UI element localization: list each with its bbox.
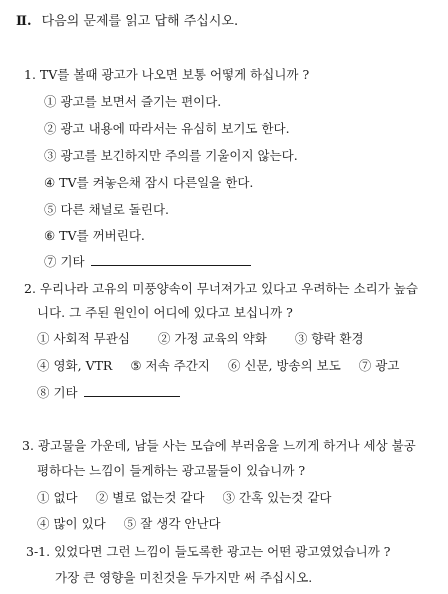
q2-text-line1: 우리나라 고유의 미풍양속이 무너져가고 있다고 우려하는 소리가 높습: [39, 281, 418, 296]
q2-options-row1: [37, 331, 372, 347]
section-instruction: 다음의 문제를 읽고 답해 주십시오.: [41, 14, 239, 29]
q3-option-4[interactable]: ④ 많이 있다: [37, 516, 106, 531]
section-numeral: Ⅱ.: [16, 14, 32, 29]
q2-options-row2: [37, 358, 407, 374]
q3-1-question-line1: [26, 544, 391, 560]
q2-text-line2: 니다. 그 주된 원인이 어디에 있다고 보십니까 ?: [37, 305, 293, 320]
q1-option-7[interactable]: [44, 254, 251, 270]
q2-option-6[interactable]: ⑥ 신문, 방송의 보도: [227, 358, 341, 373]
q2-other-blank[interactable]: [84, 385, 180, 397]
q3-question-line1: [22, 438, 416, 454]
q2-option-2[interactable]: ② 가정 교육의 약화: [157, 331, 267, 346]
q1-option-7-label: ⑦ 기타: [44, 254, 85, 269]
q1-number: 1.: [24, 67, 36, 82]
q1-other-blank[interactable]: [91, 254, 251, 266]
q1-option-2[interactable]: ② 광고 내용에 따라서는 유심히 보기도 한다.: [44, 121, 290, 136]
q2-option-5[interactable]: ⑤ 저속 주간지: [130, 358, 210, 373]
q3-option-1[interactable]: ① 없다: [37, 490, 78, 505]
q3-options-row1: [37, 490, 340, 506]
q2-option-8-label: ⑧ 기타: [37, 385, 78, 400]
q3-number: 3.: [22, 438, 34, 453]
q3-1-number: 3-1.: [26, 544, 51, 559]
q3-option-3[interactable]: ③ 간혹 있는것 같다: [222, 490, 332, 505]
q1-option-5[interactable]: ⑤ 다른 채널로 돌린다.: [44, 202, 169, 217]
q1-option-4[interactable]: ④ TV를 켜놓은채 잠시 다른일을 한다.: [44, 175, 254, 190]
q2-question-line1: [24, 281, 418, 297]
q2-option-8[interactable]: [37, 385, 180, 401]
q3-options-row2: [37, 516, 229, 532]
q1-question: [24, 67, 309, 83]
q3-text-line1: 광고물을 가운데, 남들 사는 모습에 부러움을 느끼게 하거나 세상 불공: [37, 438, 416, 453]
q3-option-5[interactable]: ⑤ 잘 생각 안난다: [123, 516, 221, 531]
q3-1-text-line1: 있었다면 그런 느낌이 들도록한 광고는 어떤 광고였었습니까 ?: [54, 544, 391, 559]
q1-option-6[interactable]: ⑥ TV를 꺼버린다.: [44, 228, 145, 243]
q2-option-7[interactable]: ⑦ 광고: [358, 358, 400, 373]
q2-option-3[interactable]: ③ 향락 환경: [294, 331, 364, 346]
q1-option-1[interactable]: ① 광고를 보면서 즐기는 편이다.: [44, 94, 222, 109]
q1-option-3[interactable]: ③ 광고를 보긴하지만 주의를 기울이지 않는다.: [44, 148, 298, 163]
q2-number: 2.: [24, 281, 36, 296]
q1-text: TV를 볼때 광고가 나오면 보통 어떻게 하십니까 ?: [39, 67, 310, 82]
section-header: [16, 14, 238, 30]
q3-1-text-line2: 가장 큰 영향을 미친것을 두가지만 써 주십시오.: [55, 570, 313, 585]
q3-option-2[interactable]: ② 별로 없는것 같다: [95, 490, 205, 505]
q2-option-4[interactable]: ④ 영화, VTR: [37, 358, 113, 373]
q2-option-1[interactable]: ① 사회적 무관심: [37, 331, 130, 346]
q3-text-line2: 평하다는 느낌이 들게하는 광고물들이 있습니까 ?: [37, 463, 306, 478]
